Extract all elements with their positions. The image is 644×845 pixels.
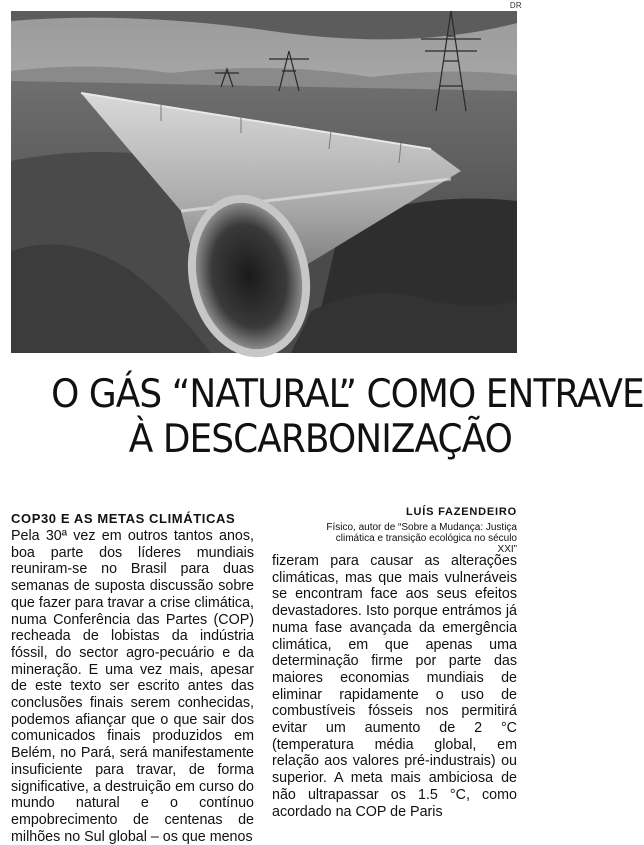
body-column-1 [11, 528, 254, 845]
headline-line-2: À DESCARBONIZAÇÃO [128, 417, 512, 462]
author-bio: Físico, autor de “Sobre a Mudança: Justiça climática e transição ecológica no século XXI” [326, 522, 517, 555]
article-headline [51, 372, 644, 462]
photo-credit: DR [509, 1, 522, 10]
pipeline-photo [11, 11, 517, 353]
body-paragraph-2: fizeram para causar as alterações climáticas, mas que mais vulneráveis se encontram face aos seus efeitos devastadores. Isto porque entrámos já numa fase avançada da emergência climática, em que apenas uma determinação firme por parte das maiores economias mundiais de eliminar rapidamente o uso de combustíveis fósseis nos permitirá evitar um aumento de 2 °C (temperatura média global, em relação aos valores pré-industrais) ou superior. A meta mais ambiciosa de não ultrapassar os 1.5 °C, como acordado na COP de Paris [272, 553, 517, 820]
body-paragraph-1: Pela 30ª vez em outros tantos anos, boa parte dos líderes mundiais reuniram-se no Brasil para duas semanas de suposta discussão sobre que fazer para travar a crise climática, numa Conferência das Partes (COP) recheada de lobistas da indústria fóssil, do sector agro-pecuário e da mineração. E uma vez mais, apesar de este texto ser escrito antes das conclusões finais serem conhecidas, podemos afiançar que o que sair dos comunicados finais produzidos em Belém, no Pará, será manifestamente insuficiente para travar, de forma significative, a destruição em curso do mundo natural e o contínuo empobrecimento de centenas de milhões no Sul global – os que menos [11, 528, 254, 845]
headline-line-1: O GÁS “NATURAL” COMO ENTRAVE [51, 372, 644, 417]
section-kicker: COP30 E AS METAS CLIMÁTICAS [11, 511, 236, 526]
pipeline-illustration [11, 11, 517, 353]
body-column-2 [272, 553, 517, 820]
author-name: LUÍS FAZENDEIRO [405, 506, 517, 518]
